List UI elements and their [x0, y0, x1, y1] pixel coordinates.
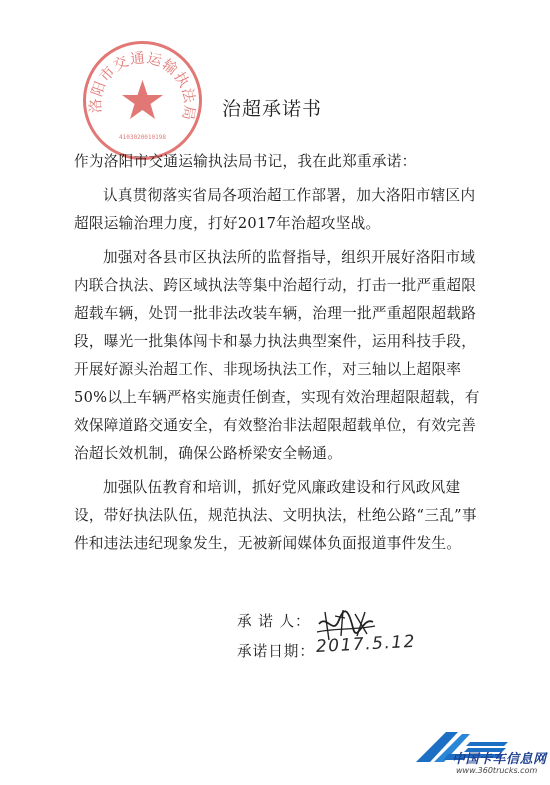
signer-row	[237, 610, 311, 631]
date-label: 承诺日期：	[237, 643, 315, 660]
paragraph-2: 加强对各县市区执法所的监督指导，组织开展好洛阳市域内联合执法、跨区域执法等集中治超行动，打击一批严重超限超载车辆，处罚一批非法改装车辆，治理一批严重超限超载路段，曝光一批集体闯卡和暴力执法典型案件，运用科技手段，开展好源头治超工作、非现场执法工作，对三轴以上超限率50%以上车辆严格实施责任倒查，实现有效治理超限超载，有效保障道路交通安全，有效整治非法超限超载单位，有效完善治超长效机制，确保公路桥梁安全畅通。	[74, 249, 480, 462]
paragraph-1: 认真贯彻落实省局各项治超工作部署，加大洛阳市辖区内超限运输治理力度，打好2017年治超攻坚战。	[74, 187, 476, 232]
svg-text:4103020010198: 4103020010198	[119, 134, 166, 141]
handwritten-date: 2017.5.12	[315, 631, 417, 657]
intro-line: 作为洛阳市交通运输执法局书记，我在此郑重承诺：	[74, 153, 417, 170]
document-title: 治超承诺书	[222, 98, 323, 120]
footer-url: www.360trucks.com	[456, 766, 538, 775]
svg-text:洛阳市交通运输执法局: 洛阳市交通运输执法局	[88, 50, 198, 123]
document-body	[74, 148, 484, 558]
official-seal-stamp	[80, 38, 205, 163]
signer-label: 承 诺 人：	[237, 613, 311, 630]
date-row	[237, 640, 315, 661]
footer-brand: 中国卡车信息网	[452, 752, 547, 767]
paragraph-3: 加强队伍教育和培训，抓好党风廉政建设和行风政风建设，带好执法队伍，规范执法、文明执法，杜绝公路“三乱”事件和违法违纪现象发生，无被新闻媒体负面报道事件发生。	[74, 479, 477, 552]
